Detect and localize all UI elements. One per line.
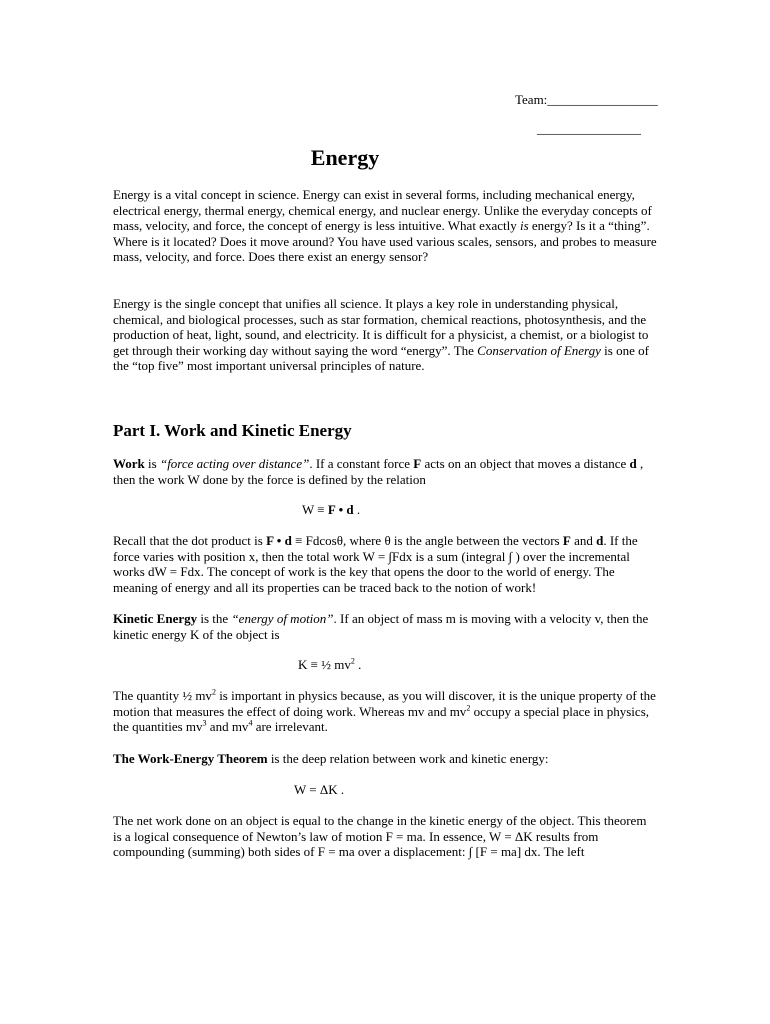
kinetic-energy-equation: K ≡ ½ $mv^2$ . [298,656,362,672]
page-title: Energy [310,145,380,170]
work-energy-theorem-paragraph: The Work-Energy Theorem is the deep relation between work and kinetic energy: [113,751,549,766]
intro-paragraph-2: Energy is the single concept that unifies all science. It plays a key role in understanding physical, chemical, and biological processes, such as star formation, chemical reactions, photosynthesis, and the production of heat, light, sound, and electricity. It is difficult for a physicist, a chemist, or a biologist to get through their working day without saying the word “energy”. The Conservation of Energy is one of the “top five” most important universal principles of nature. [113,296,649,374]
work-energy-equation: W = ΔK . [294,782,345,797]
section-heading-part-1: Part I. Work and Kinetic Energy [113,421,352,440]
kinetic-energy-paragraph: Kinetic Energy is the “energy of motion”. If an object of mass m is moving with a velocity v, then the kinetic energy K of the object is [113,611,649,642]
team-label: Team:_________________ [515,92,658,107]
work-equation: W ≡ F • d . [302,502,361,517]
net-work-paragraph: The net work done on an object is equal to the change in the kinetic energy of the object. This theorem is a logical consequence of Newton’s law of motion F = ma. In essence, W = ΔK results from compounding (summing) both sides of F = ma over a displacement: ∫ [F = ma] dx. The left [113,813,647,860]
intro-paragraph-1: Energy is a vital concept in science. Energy can exist in several forms, including mechanical energy, electrical energy, thermal energy, chemical energy, and nuclear energy. Unlike the everyday concepts of mass, velocity, and force, the concept of energy is less intuitive. What exactly is energy? Is it a “thing”. Where is it located? Does it move around? You have used various scales, sensors, and probes to measure mass, velocity, and force. Does there exist an energy sensor? [113,187,657,265]
quantity-paragraph: The quantity ½ $mv^2$ is important in physics because, as you will discover, it is the unique property of the motion that measures the effect of doing work. Whereas mv and $mv^2$ occupy a special place in physics, the quantities $mv^3$ and $mv^4$ are irrelevant. [113,687,656,735]
dot-product-paragraph: Recall that the dot product is F • d ≡ Fdcosθ, where θ is the angle between the vectors F and d. If the force varies with position x, then the total work W = ∫Fdx is a sum (integral ∫ ) over the incremental works dW = Fdx. The concept of work is the key that opens the door to the world of energy. The meaning of energy and all its properties can be traced back to the notion of work! [113,533,638,595]
team-line-blank: ________________ [537,121,641,136]
work-definition-paragraph: Work is “force acting over distance”. If a constant force F acts on an object that moves a distance d , then the work W done by the force is defined by the relation [113,456,644,487]
